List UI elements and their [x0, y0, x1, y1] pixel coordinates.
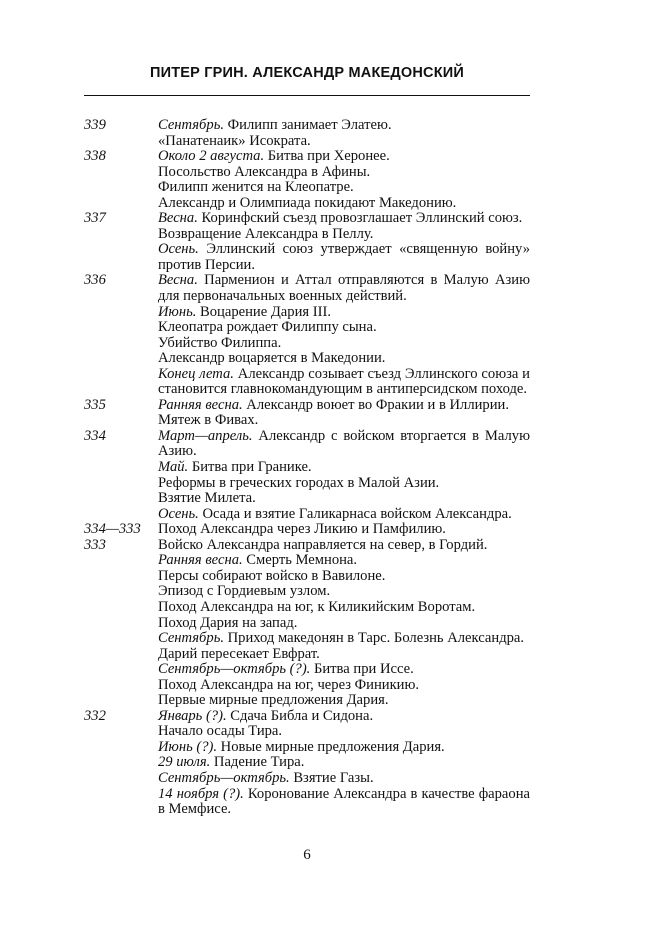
header-divider: [84, 95, 530, 96]
year-block: [84, 273, 530, 397]
event-text: Эллинский союз утверждает «священную войну» против Персии.: [158, 241, 530, 273]
page-number: 6: [303, 847, 311, 863]
event-entry: [158, 553, 530, 569]
event-text: Эпизод с Гордиевым узлом.: [158, 583, 331, 600]
event-text: Парменион и Аттал отправляются в Малую Азию для первоначальных военных действий.: [158, 272, 530, 305]
event-list: [158, 522, 530, 538]
event-text: Коринфский съезд провозглашает Эллинский союз.: [197, 210, 523, 227]
year-label: 334—333: [84, 521, 141, 538]
event-text: Филипп женится на Клеопатре.: [158, 179, 354, 196]
event-date: Осень.: [158, 241, 199, 258]
event-entry: [158, 709, 530, 725]
event-date: Около 2 августа.: [158, 148, 265, 165]
event-text: Александр и Олимпиада покидают Македонию.: [158, 194, 457, 211]
event-date: Сентябрь—октябрь.: [158, 769, 290, 786]
year-block: [84, 211, 530, 273]
year-label: 334: [84, 427, 106, 444]
event-text: Смерть Мемнона.: [242, 552, 358, 569]
event-entry: [158, 507, 530, 523]
event-text: Реформы в греческих городах в Малой Азии.: [158, 474, 440, 491]
event-text: Поход Александра на юг, к Киликийским Воротам.: [158, 598, 476, 615]
event-text: Поход Дария на запад.: [158, 614, 298, 631]
event-entry: [158, 616, 530, 632]
event-date: Май.: [158, 459, 189, 476]
event-entry: [158, 367, 530, 398]
event-date: Ранняя весна.: [158, 396, 243, 413]
year-block: [84, 118, 530, 149]
event-entry: [158, 678, 530, 694]
event-date: Осень.: [158, 505, 199, 522]
event-date: Сентябрь.: [158, 630, 224, 647]
event-date: Сентябрь—октябрь (?).: [158, 661, 311, 678]
event-text: Сдача Библа и Сидона.: [226, 707, 374, 724]
event-text: Возвращение Александра в Пеллу.: [158, 225, 374, 242]
year-block: [84, 522, 530, 538]
event-text: Приход македонян в Тарс. Болезнь Александра.: [223, 630, 525, 647]
event-entry: [158, 600, 530, 616]
event-text: Александр созывает съезд Эллинского союза и становится главнокомандующим в антиперсидском походе.: [158, 365, 530, 398]
event-entry: [158, 569, 530, 585]
event-entry: [158, 149, 530, 165]
event-entry: [158, 693, 530, 709]
event-text: Персы собирают войско в Вавилоне.: [158, 567, 386, 584]
event-date: Сентябрь.: [158, 117, 224, 133]
event-date: Весна.: [158, 272, 198, 289]
event-entry: [158, 460, 530, 476]
year-label: 337: [84, 210, 106, 227]
event-text: Взятие Газы.: [289, 769, 374, 786]
event-text: Падение Тира.: [210, 754, 305, 771]
event-entry: [158, 180, 530, 196]
event-text: Новые мирные предложения Дария.: [217, 738, 445, 755]
event-text: Первые мирные предложения Дария.: [158, 692, 389, 709]
year-label: 333: [84, 536, 106, 553]
event-entry: [158, 211, 530, 227]
event-list: [158, 211, 530, 273]
event-date: Январь (?).: [158, 707, 227, 724]
event-date: Март—апрель.: [158, 427, 253, 444]
event-text: Убийство Филиппа.: [158, 334, 282, 351]
event-entry: [158, 165, 530, 181]
event-text: Филипп занимает Элатею.: [223, 117, 392, 133]
event-text: Александр воцаряется в Македонии.: [158, 350, 386, 367]
year-label: 339: [84, 117, 106, 133]
event-entry: [158, 584, 530, 600]
event-list: [158, 538, 530, 709]
event-entry: [158, 305, 530, 321]
year-label: 336: [84, 272, 106, 289]
event-text: Коронование Александра в качестве фараона в Мемфисе.: [158, 785, 530, 818]
event-date: Конец лета.: [158, 365, 234, 382]
event-text: Александр с войском вторгается в Малую Азию.: [158, 427, 530, 460]
event-entry: [158, 787, 530, 818]
event-entry: [158, 273, 530, 304]
event-text: Посольство Александра в Афины.: [158, 163, 371, 180]
event-text: Начало осады Тира.: [158, 723, 283, 740]
year-block: [84, 709, 530, 818]
year-label: 335: [84, 396, 106, 413]
event-text: Поход Александра через Ликию и Памфилию.: [158, 521, 446, 538]
year-label: 338: [84, 148, 106, 165]
event-entry: [158, 118, 530, 134]
event-list: [158, 429, 530, 522]
year-block: [84, 429, 530, 522]
event-entry: [158, 522, 530, 538]
event-text: Битва при Иссе.: [310, 661, 414, 678]
event-list: [158, 709, 530, 818]
event-entry: [158, 771, 530, 787]
event-list: [158, 273, 530, 397]
event-text: Битва при Гранике.: [188, 459, 312, 476]
event-entry: [158, 429, 530, 460]
event-entry: [158, 491, 530, 507]
event-entry: [158, 196, 530, 212]
event-entry: [158, 242, 530, 273]
event-entry: [158, 320, 530, 336]
event-date: 29 июля.: [158, 754, 211, 771]
year-block: [84, 538, 530, 709]
event-entry: [158, 724, 530, 740]
event-date: Июнь (?).: [158, 738, 218, 755]
event-text: Дарий пересекает Евфрат.: [158, 645, 320, 662]
event-entry: [158, 398, 530, 414]
event-date: Ранняя весна.: [158, 552, 243, 569]
year-block: [84, 398, 530, 429]
event-entry: [158, 647, 530, 663]
event-text: Войско Александра направляется на север, в Гордий.: [158, 536, 488, 553]
event-entry: [158, 227, 530, 243]
event-text: Воцарение Дария III.: [196, 303, 331, 320]
event-date: Июнь.: [158, 303, 197, 320]
event-list: [158, 149, 530, 211]
event-date: 14 ноября (?).: [158, 785, 244, 802]
year-block: [84, 149, 530, 211]
event-list: [158, 398, 530, 429]
event-entry: [158, 476, 530, 492]
event-text: Взятие Милета.: [158, 490, 256, 507]
event-entry: [158, 538, 530, 554]
event-entry: [158, 413, 530, 429]
event-entry: [158, 631, 530, 647]
chronology-table: [84, 118, 530, 818]
event-text: Битва при Херонее.: [264, 148, 390, 165]
event-entry: [158, 740, 530, 756]
event-text: Осада и взятие Галикарнаса войском Александра.: [198, 505, 512, 522]
event-date: Весна.: [158, 210, 198, 227]
event-text: Поход Александра на юг, через Финикию.: [158, 676, 420, 693]
event-text: Клеопатра рождает Филиппу сына.: [158, 319, 377, 336]
event-entry: [158, 662, 530, 678]
event-entry: [158, 336, 530, 352]
event-entry: [158, 755, 530, 771]
event-text: Мятеж в Фивах.: [158, 412, 259, 429]
event-text: Александр воюет во Фракии и в Иллирии.: [242, 396, 509, 413]
event-entry: [158, 351, 530, 367]
event-text: «Панатенаик» Исократа.: [158, 132, 311, 149]
event-list: [158, 118, 530, 149]
event-entry: [158, 134, 530, 150]
running-header: ПИТЕР ГРИН. АЛЕКСАНДР МАКЕДОНСКИЙ: [149, 65, 465, 81]
year-label: 332: [84, 707, 106, 724]
